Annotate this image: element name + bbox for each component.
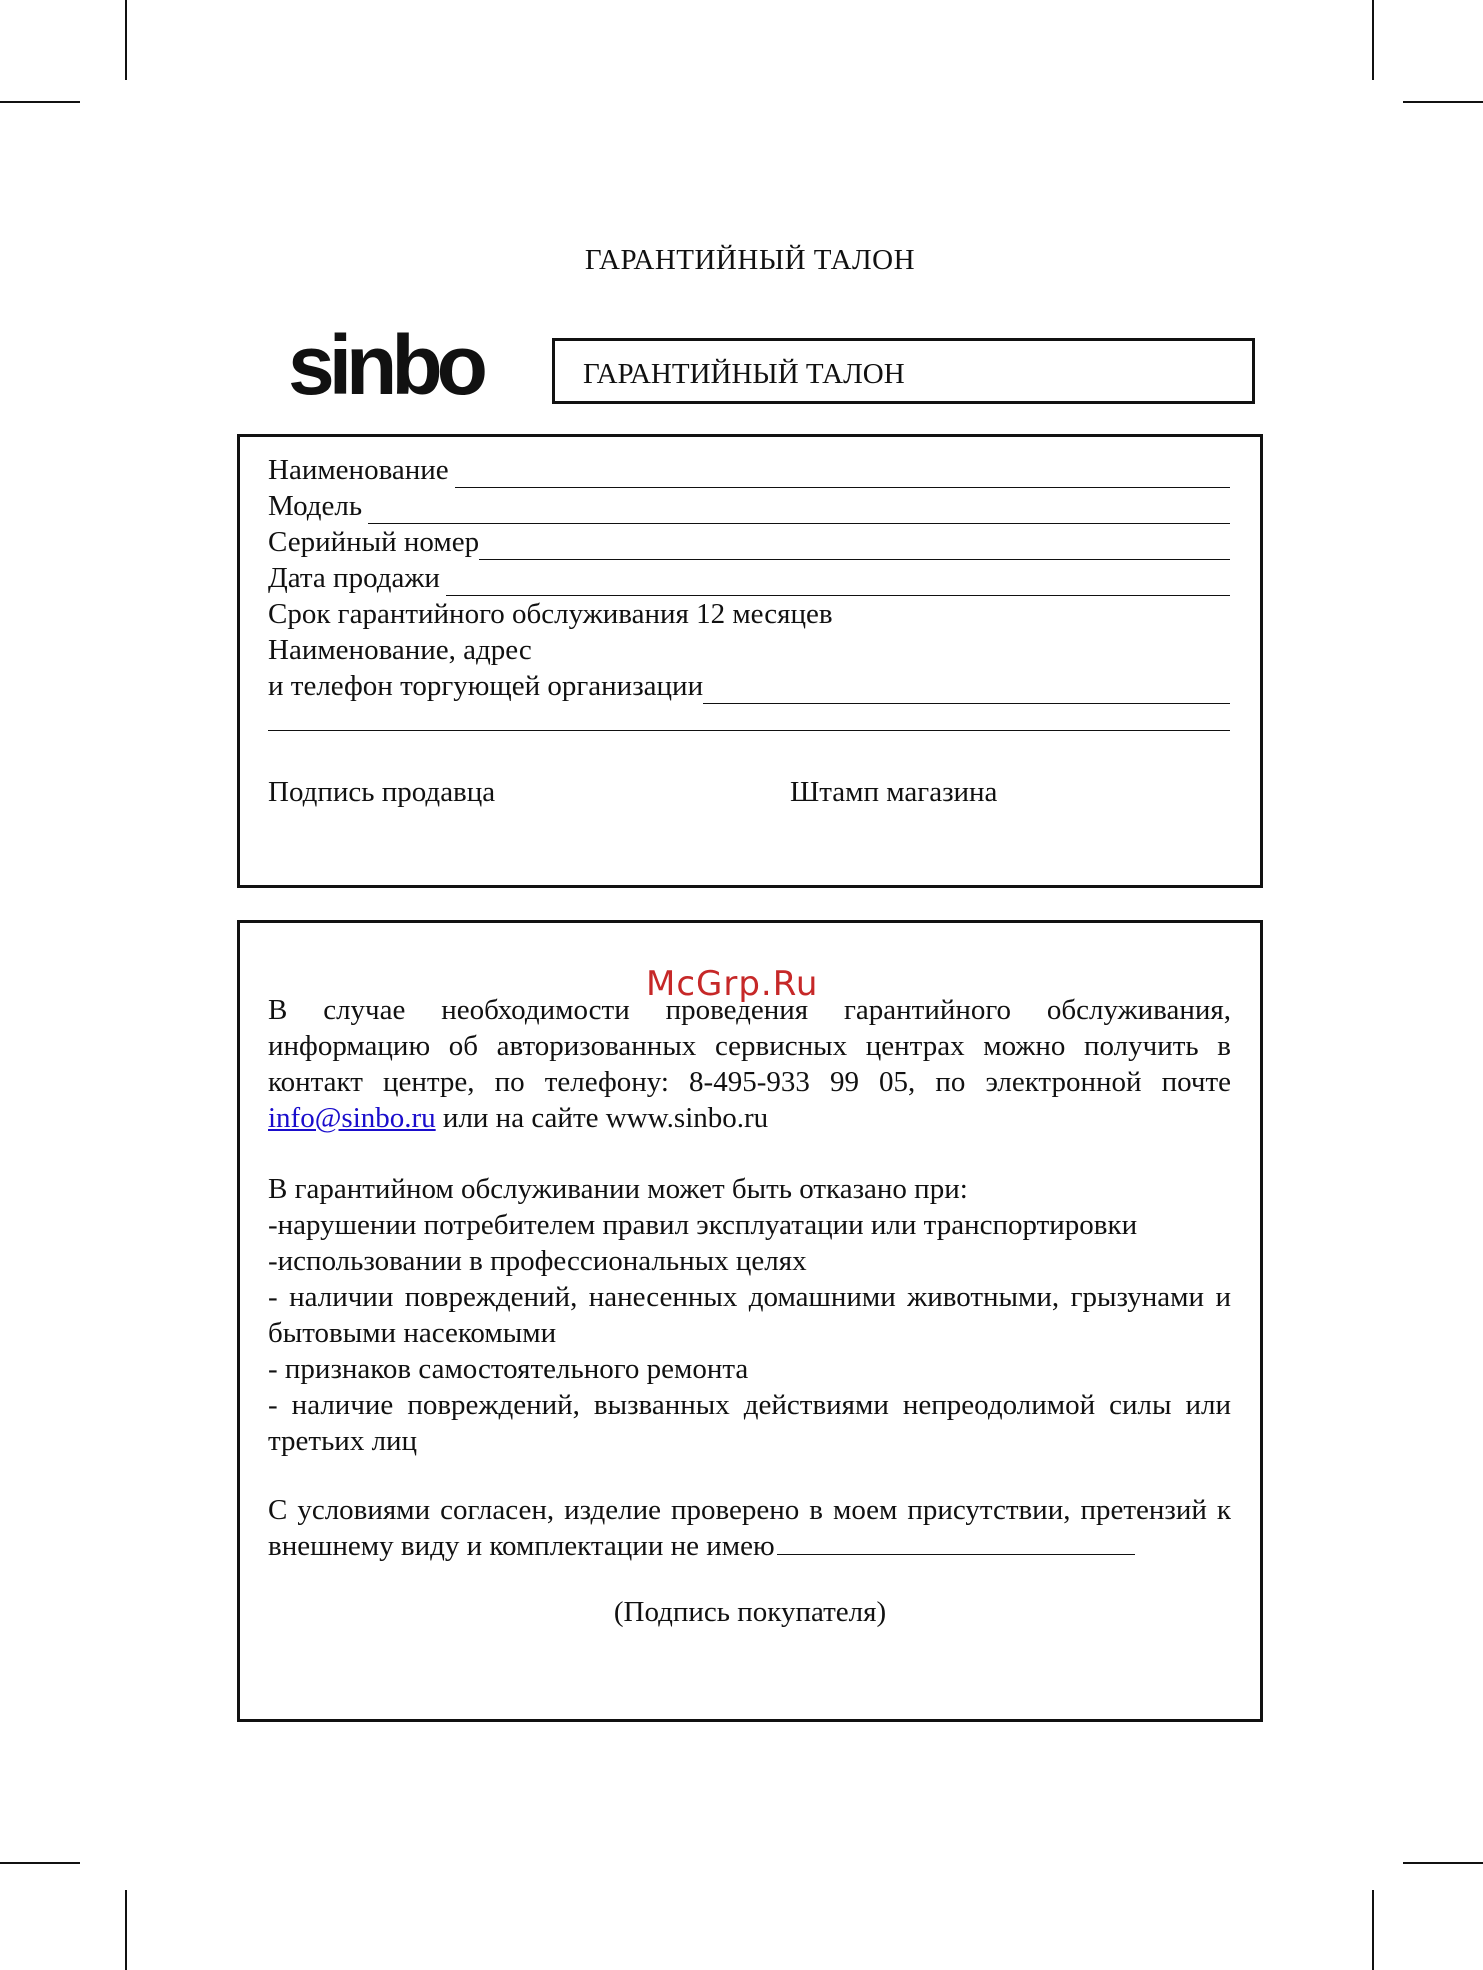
crop-mark	[1372, 0, 1374, 80]
field-label: Модель	[268, 490, 363, 522]
warranty-period-text: Срок гарантийного обслуживания 12 месяцев	[268, 598, 833, 630]
crop-mark	[1372, 1890, 1374, 1970]
seller-signature-label: Подпись продавца	[268, 776, 496, 808]
field-label: Наименование	[268, 454, 449, 486]
org-label-2: и телефон торгующей организации	[268, 670, 704, 702]
header-title: ГАРАНТИЙНЫЙ ТАЛОН	[583, 358, 905, 390]
buyer-signature-blank[interactable]	[777, 1528, 1135, 1555]
field-serial-row	[268, 524, 1230, 560]
email-link[interactable]: info@sinbo.ru	[268, 1102, 436, 1134]
refusal-item: - признаков самостоятельного ремонта	[268, 1353, 749, 1385]
field-serial-blank[interactable]	[479, 533, 1230, 560]
crop-mark	[125, 1890, 127, 1970]
crop-mark	[1403, 1862, 1483, 1864]
agreement-paragraph	[268, 1492, 1231, 1564]
field-label: Дата продажи	[268, 562, 440, 594]
crop-mark	[1403, 101, 1483, 103]
page-title: ГАРАНТИЙНЫЙ ТАЛОН	[584, 244, 916, 276]
refusal-item: -использовании в профессиональных целях	[268, 1245, 807, 1277]
field-model-blank[interactable]	[368, 497, 1230, 524]
field-date-blank[interactable]	[446, 569, 1230, 596]
field-model-row	[268, 488, 1230, 524]
refusal-item: - наличие повреждений, вызванных действиями непреодолимой силы или третьих лиц	[268, 1389, 1231, 1457]
refusal-item: -нарушении потребителем правил эксплуатации или транспортировки	[268, 1209, 1138, 1241]
refusal-section	[268, 1171, 1231, 1459]
field-name-blank[interactable]	[455, 461, 1230, 488]
shop-stamp-label: Штамп магазина	[790, 776, 998, 808]
sinbo-logo	[288, 322, 508, 402]
crop-mark	[125, 0, 127, 80]
crop-mark	[0, 1862, 80, 1864]
refusal-intro: В гарантийном обслуживании может быть отказано при:	[268, 1173, 968, 1205]
agreement-text: С условиями согласен, изделие проверено в моем присутствии, претензий к внешнему виду и комплектации не имею	[268, 1494, 1231, 1562]
header-title-box	[552, 338, 1255, 404]
field-name-row	[268, 452, 1230, 488]
org-line-3	[268, 704, 1230, 731]
org-blank[interactable]	[703, 677, 1230, 704]
org-label-1: Наименование, адрес	[268, 634, 532, 666]
service-paragraph	[268, 992, 1231, 1136]
org-line-2	[268, 668, 1230, 704]
buyer-signature-label: (Подпись покупателя)	[613, 1596, 887, 1628]
refusal-item: - наличии повреждений, нанесенных домашними животными, грызунами и бытовыми насекомыми	[268, 1281, 1231, 1349]
service-text: В случае необходимости проведения гарантийного обслуживания, информацию об авторизованных сервисных центрах можно получить в контакт центре, по телефону: 8-495-933 99 05, по электронной почте	[268, 994, 1231, 1098]
warranty-period-line	[268, 596, 1230, 632]
watermark: McGrp.Ru	[646, 964, 819, 1004]
org-line-1	[268, 632, 1230, 668]
crop-mark	[0, 101, 80, 103]
field-date-row	[268, 560, 1230, 596]
logo-text: sinbo	[288, 322, 482, 402]
org-blank-extra[interactable]	[268, 704, 1230, 731]
service-text-after: или на сайте www.sinbo.ru	[435, 1102, 769, 1134]
field-label: Серийный номер	[268, 526, 480, 558]
